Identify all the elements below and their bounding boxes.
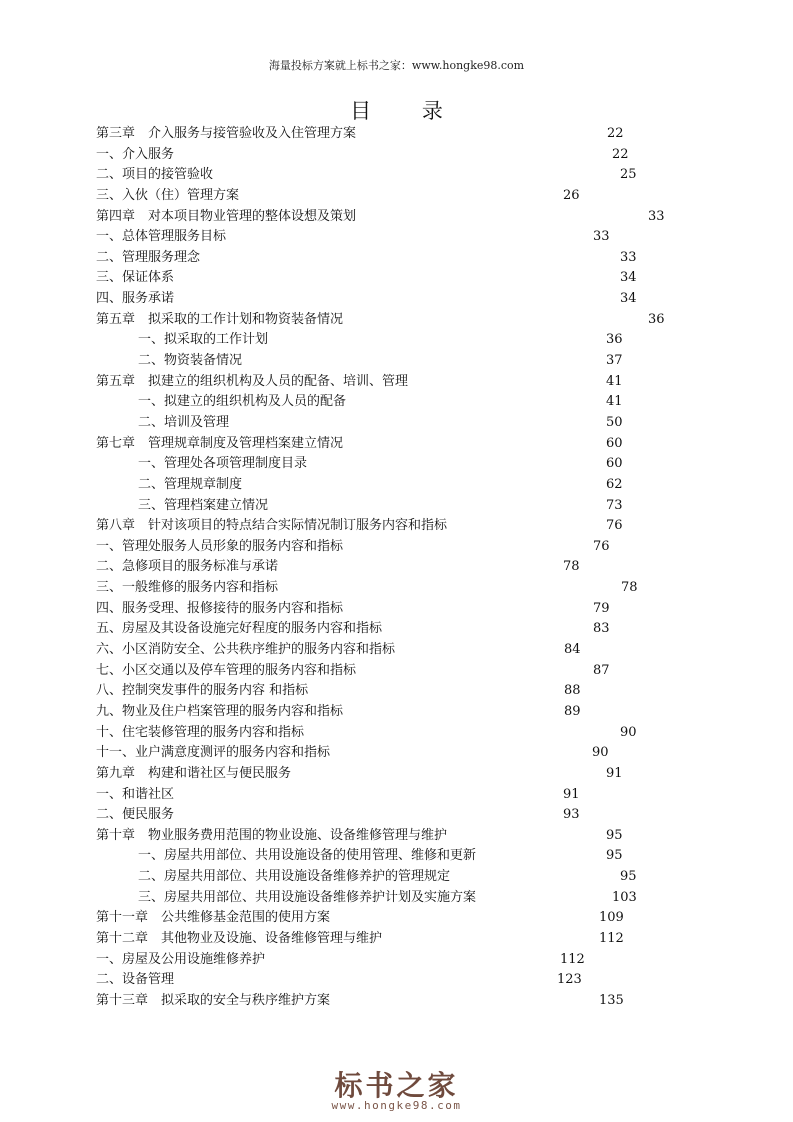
toc-entry-label: 二、便民服务	[96, 807, 175, 823]
toc-entry	[0, 496, 793, 517]
toc-entry-page: 76	[606, 518, 623, 534]
toc-entry-label: 三、入伙（住）管理方案	[96, 187, 240, 203]
footer-logo: 标书之家	[334, 1069, 459, 1102]
toc-entry-label: 一、和谐社区	[96, 786, 175, 802]
toc-entry-label: 一、拟建立的组织机构及人员的配备	[138, 394, 347, 410]
toc-entry	[0, 227, 793, 248]
toc-entry-label: 第七章 管理规章制度及管理档案建立情况	[96, 435, 344, 451]
toc-entry-page: 78	[563, 559, 580, 575]
toc-entry	[0, 475, 793, 496]
toc-entry-page: 73	[606, 497, 623, 513]
toc-entry	[0, 908, 793, 929]
toc-entry-page: 84	[564, 642, 581, 658]
toc-entry	[0, 310, 793, 331]
toc-entry-page: 60	[606, 456, 623, 472]
toc-entry-label: 四、服务受理、报修接待的服务内容和指标	[96, 600, 344, 616]
toc-entry-label: 第十二章 其他物业及设施、设备维修管理与维护	[96, 930, 383, 946]
toc-entry-page: 25	[620, 167, 637, 183]
toc-entry-page: 95	[606, 827, 623, 843]
toc-entry-page: 90	[620, 724, 637, 740]
toc-entry	[0, 950, 793, 971]
toc-entry-label: 一、房屋共用部位、共用设施设备的使用管理、维修和更新	[138, 848, 477, 864]
toc-entry-page: 60	[606, 435, 623, 451]
toc-entry	[0, 330, 793, 351]
toc-entry	[0, 723, 793, 744]
toc-entry-page: 87	[593, 662, 610, 678]
toc-entry-label: 六、小区消防安全、公共秩序维护的服务内容和指标	[96, 642, 396, 658]
toc-entry-page: 112	[599, 930, 624, 946]
toc-entry-page: 33	[593, 229, 610, 245]
footer-url: www.hongke98.com	[331, 1099, 462, 1112]
toc-entry	[0, 805, 793, 826]
toc-entry-page: 62	[606, 476, 623, 492]
toc-entry-page: 112	[560, 951, 585, 967]
toc-entry	[0, 413, 793, 434]
toc-entry	[0, 661, 793, 682]
toc-entry	[0, 991, 793, 1012]
toc-entry	[0, 681, 793, 702]
toc-entry	[0, 124, 793, 145]
toc-entry	[0, 516, 793, 537]
toc-entry-page: 26	[563, 187, 580, 203]
toc-entry-page: 89	[564, 703, 581, 719]
page-header: 海量投标方案就上标书之家：www.hongke98.com	[268, 59, 525, 72]
toc-entry-page: 37	[606, 353, 623, 369]
toc-entry-label: 一、介入服务	[96, 146, 175, 162]
toc-entry-page: 95	[620, 869, 637, 885]
toc-entry-page: 91	[606, 765, 623, 781]
toc-entry	[0, 702, 793, 723]
toc-entry-label: 第八章 针对该项目的特点结合实际情况制订服务内容和指标	[96, 518, 448, 534]
toc-entry-label: 九、物业及住户档案管理的服务内容和指标	[96, 703, 344, 719]
toc-entry-label: 二、项目的接管验收	[96, 167, 214, 183]
toc-entry-page: 36	[606, 332, 623, 348]
toc-entry-label: 三、房屋共用部位、共用设施设备维修养护计划及实施方案	[138, 889, 477, 905]
toc-entry	[0, 145, 793, 166]
toc-entry-label: 第四章 对本项目物业管理的整体设想及策划	[96, 208, 357, 224]
toc-entry	[0, 248, 793, 269]
toc-entry-label: 第五章 拟采取的工作计划和物资装备情况	[96, 311, 344, 327]
toc-entry-page: 90	[592, 745, 609, 761]
toc-entry-label: 三、管理档案建立情况	[138, 497, 269, 513]
toc-entry-label: 二、物资装备情况	[138, 353, 243, 369]
toc-entry-label: 第十章 物业服务费用范围的物业设施、设备维修管理与维护	[96, 827, 448, 843]
toc-entry-label: 五、房屋及其设备设施完好程度的服务内容和指标	[96, 621, 383, 637]
toc-entry	[0, 785, 793, 806]
toc-entry	[0, 743, 793, 764]
toc-entry-label: 第三章 介入服务与接管验收及入住管理方案	[96, 126, 357, 141]
toc-entry-label: 二、设备管理	[96, 972, 175, 988]
toc-entry-label: 三、保证体系	[96, 270, 175, 286]
toc-entry-page: 83	[593, 621, 610, 637]
toc-entry	[0, 454, 793, 475]
toc-entry-label: 一、总体管理服务目标	[96, 229, 227, 245]
toc-entry-page: 103	[612, 889, 637, 905]
toc-entry-label: 二、房屋共用部位、共用设施设备维修养护的管理规定	[138, 869, 451, 885]
toc-entry-page: 22	[612, 146, 629, 162]
toc-entry-page: 93	[563, 807, 580, 823]
toc-entry	[0, 888, 793, 909]
toc-entry-page: 109	[599, 910, 624, 926]
toc-entry-page: 79	[593, 600, 610, 616]
toc-entry-label: 八、控制突发事件的服务内容 和指标	[96, 683, 309, 699]
toc-entry-label: 一、管理处服务人员形象的服务内容和指标	[96, 538, 344, 554]
toc-entry-page: 34	[620, 270, 637, 286]
toc-entry-label: 二、急修项目的服务标准与承诺	[96, 559, 279, 575]
toc-entry	[0, 434, 793, 455]
toc-entry	[0, 537, 793, 558]
toc-entry	[0, 392, 793, 413]
toc-entry	[0, 268, 793, 289]
toc-entry-page: 95	[606, 848, 623, 864]
toc-entry-label: 第十一章 公共维修基金范围的使用方案	[96, 910, 331, 926]
toc-entry	[0, 846, 793, 867]
toc-entry-page: 88	[564, 683, 581, 699]
toc-entry-page: 50	[606, 414, 623, 430]
toc-entry-label: 十、住宅装修管理的服务内容和指标	[96, 724, 305, 740]
toc-entry	[0, 929, 793, 950]
toc-entry	[0, 619, 793, 640]
toc-entry-page: 36	[648, 311, 665, 327]
toc-entry	[0, 186, 793, 207]
toc-entry-page: 123	[557, 972, 582, 988]
toc-entry-label: 十一、业户满意度测评的服务内容和指标	[96, 745, 331, 761]
toc-entry-label: 二、培训及管理	[138, 414, 230, 430]
toc-entry-page: 135	[599, 992, 624, 1008]
toc-entry-label: 二、管理服务理念	[96, 249, 201, 265]
toc-entry-page: 41	[606, 394, 623, 410]
toc-entry	[0, 764, 793, 785]
toc-entry-label: 第九章 构建和谐社区与便民服务	[96, 765, 292, 781]
table-of-contents	[0, 124, 793, 1012]
toc-entry-page: 91	[563, 786, 580, 802]
toc-entry	[0, 826, 793, 847]
toc-entry	[0, 640, 793, 661]
toc-entry	[0, 578, 793, 599]
toc-entry	[0, 372, 793, 393]
toc-entry-label: 四、服务承诺	[96, 291, 175, 307]
toc-entry	[0, 207, 793, 228]
toc-entry	[0, 867, 793, 888]
toc-entry-page: 76	[593, 538, 610, 554]
toc-entry-label: 第五章 拟建立的组织机构及人员的配备、培训、管理	[96, 373, 409, 389]
toc-entry-page: 78	[621, 580, 638, 596]
toc-entry-page: 41	[606, 373, 623, 389]
toc-entry-label: 一、管理处各项管理制度目录	[138, 456, 308, 472]
toc-entry-label: 一、拟采取的工作计划	[138, 332, 269, 348]
toc-entry-label: 七、小区交通以及停车管理的服务内容和指标	[96, 662, 357, 678]
toc-entry	[0, 970, 793, 991]
toc-entry-label: 一、房屋及公用设施维修养护	[96, 951, 266, 967]
toc-entry	[0, 289, 793, 310]
toc-entry	[0, 557, 793, 578]
toc-entry-label: 第十三章 拟采取的安全与秩序维护方案	[96, 992, 331, 1008]
page-title: 目 录	[350, 99, 465, 123]
toc-entry	[0, 351, 793, 372]
toc-entry-page: 34	[620, 291, 637, 307]
toc-entry-label: 二、管理规章制度	[138, 476, 243, 492]
toc-entry-page: 33	[620, 249, 637, 265]
toc-entry-page: 33	[648, 208, 665, 224]
toc-entry	[0, 599, 793, 620]
toc-entry-page: 22	[607, 126, 624, 141]
toc-entry-label: 三、一般维修的服务内容和指标	[96, 580, 279, 596]
toc-entry	[0, 165, 793, 186]
